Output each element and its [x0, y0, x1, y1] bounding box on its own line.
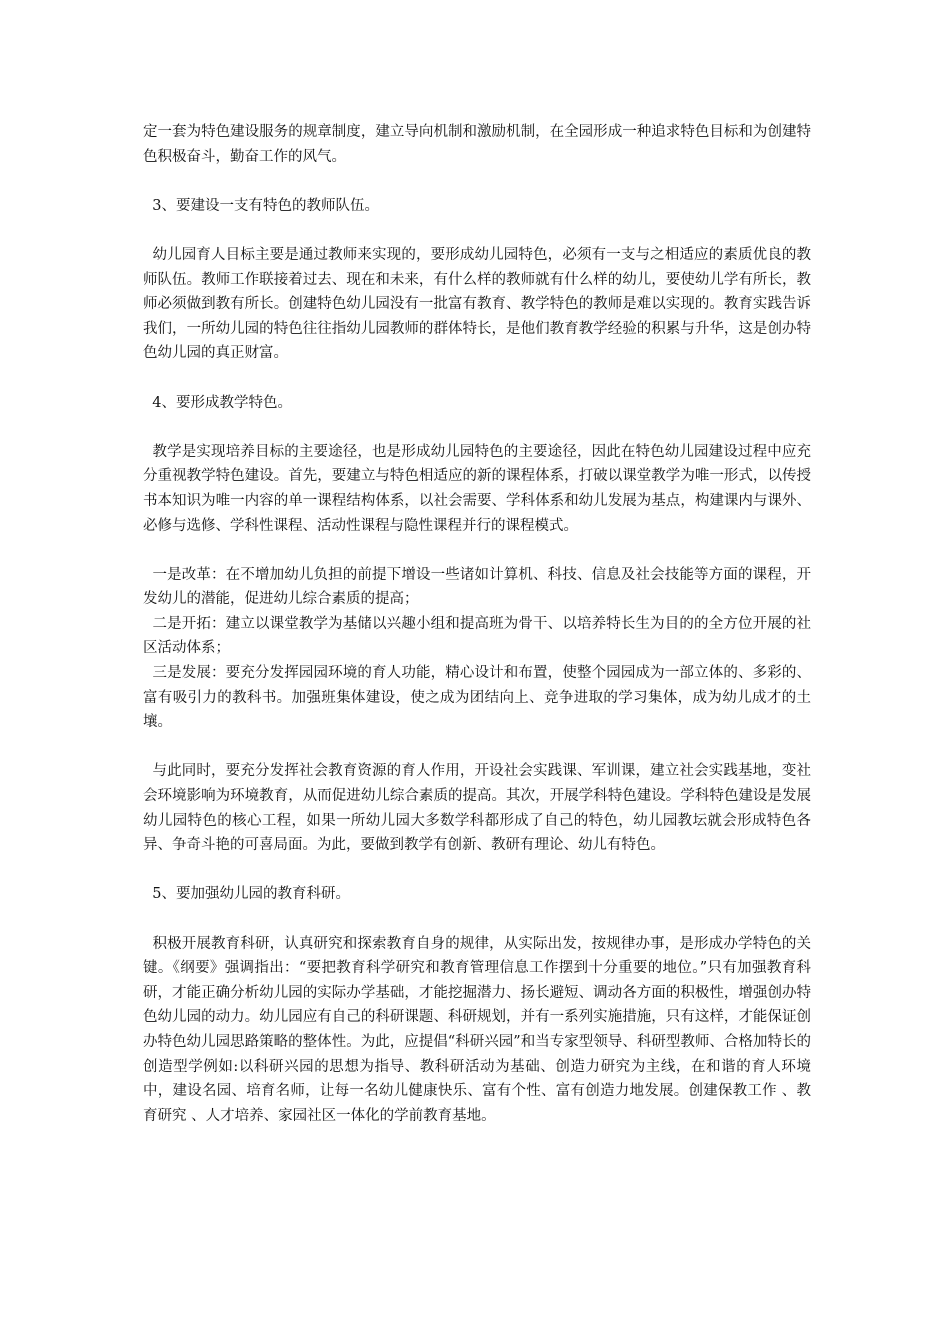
section-heading-teaching-features: 4、要形成教学特色。: [143, 394, 292, 411]
paragraph-gap: [143, 907, 811, 932]
paragraph-gap: [143, 538, 811, 563]
paragraph-teaching-features: 教学是实现培养目标的主要途径，也是形成幼儿园特色的主要途径，因此在特色幼儿园建设过程中应充分重视教学特色建设。首先，要建立与特色相适应的新的课程体系，打破以课堂教学为唯一形式，以传授书本知识为唯一内容的单一课程结构体系，以社会需要、学科体系和幼儿发展为基点，构建课内与课外、必修与选修、学科性课程、活动性课程与隐性课程并行的课程模式。: [143, 443, 812, 534]
paragraph-gap: [143, 735, 811, 760]
paragraph-teacher-team: 幼儿园育人目标主要是通过教师来实现的，要形成幼儿园特色，必须有一支与之相适应的素质优良的教师队伍。教师工作联接着过去、现在和未来，有什么样的教师就有什么样的幼儿，要使幼儿学有所长，教师必须做到教有所长。创建特色幼儿园没有一批富有教育、教学特色的教师是难以实现的。教育实践告诉我们，一所幼儿园的特色往往指幼儿园教师的群体特长，是他们教育教学经验的积累与升华，这是创办特色幼儿园的真正财富。: [143, 246, 812, 362]
paragraph-gap: [143, 858, 811, 883]
paragraph-development: 三是发展：要充分发挥园园环境的育人功能，精心设计和布置，使整个园园成为一部立体的、多彩的、富有吸引力的教科书。加强班集体建设，使之成为团结向上、竞争进取的学习集体，成为幼儿成才的土壤。: [143, 665, 812, 731]
paragraph-expansion: 二是开拓：建立以课堂教学为基储以兴趣小组和提高班为骨干、以培养特长生为目的的全方位开展的社区活动体系；: [143, 615, 812, 657]
paragraph-gap: [143, 218, 811, 243]
paragraph-research: 积极开展教育科研，认真研究和探索教育自身的规律，从实际出发，按规律办事，是形成办学特色的关键。《纲要》强调指出：“要把教育科学研究和教育管理信息工作摆到十分重要的地位。”只有加强教育科研，才能正确分析幼儿园的实际办学基础，才能挖掘潜力、扬长避短、调动各方面的积极性，增强创办特色幼儿园的动力。幼儿园应有自己的科研课题、科研规划，并有一系列实施措施，只有这样，才能保证创办特色幼儿园思路策略的整体性。为此，应提倡“科研兴园”和当专家型领导、科研型教师、合格加特长的创造型学例如:以科研兴园的思想为指导、教科研活动为基础、创造力研究为主线，在和谐的育人环境中，建设名园、培育名师，让每一名幼儿健康快乐、富有个性、富有创造力地发展。创建保教工作 、教育研究 、人才培养、家园社区一体化的学前教育基地。: [143, 935, 812, 1124]
section-heading-teacher-team: 3、要建设一支有特色的教师队伍。: [143, 197, 379, 214]
section-heading-research: 5、要加强幼儿园的教育科研。: [143, 886, 350, 903]
paragraph-rules-system: 定一套为特色建设服务的规章制度，建立导向机制和激励机制，在全园形成一种追求特色目标和为创建特色积极奋斗，勤奋工作的风气。: [143, 124, 811, 165]
paragraph-gap: [143, 169, 811, 194]
paragraph-gap: [143, 366, 811, 391]
document-body: [143, 120, 811, 1128]
paragraph-reform: 一是改革：在不增加幼儿负担的前提下增设一些诸如计算机、科技、信息及社会技能等方面的课程，开发幼儿的潜能，促进幼儿综合素质的提高；: [143, 566, 812, 608]
paragraph-gap: [143, 415, 811, 440]
paragraph-social-resources: 与此同时，要充分发挥社会教育资源的育人作用，开设社会实践课、军训课，建立社会实践基地，变社会环境影响为环境教育，从而促进幼儿综合素质的提高。其次，开展学科特色建设。学科特色建设是发展幼儿园特色的核心工程，如果一所幼儿园大多数学科都形成了自己的特色，幼儿园教坛就会形成特色各异、争奇斗艳的可喜局面。为此，要做到教学有创新、教研有理论、幼儿有特色。: [143, 763, 812, 854]
